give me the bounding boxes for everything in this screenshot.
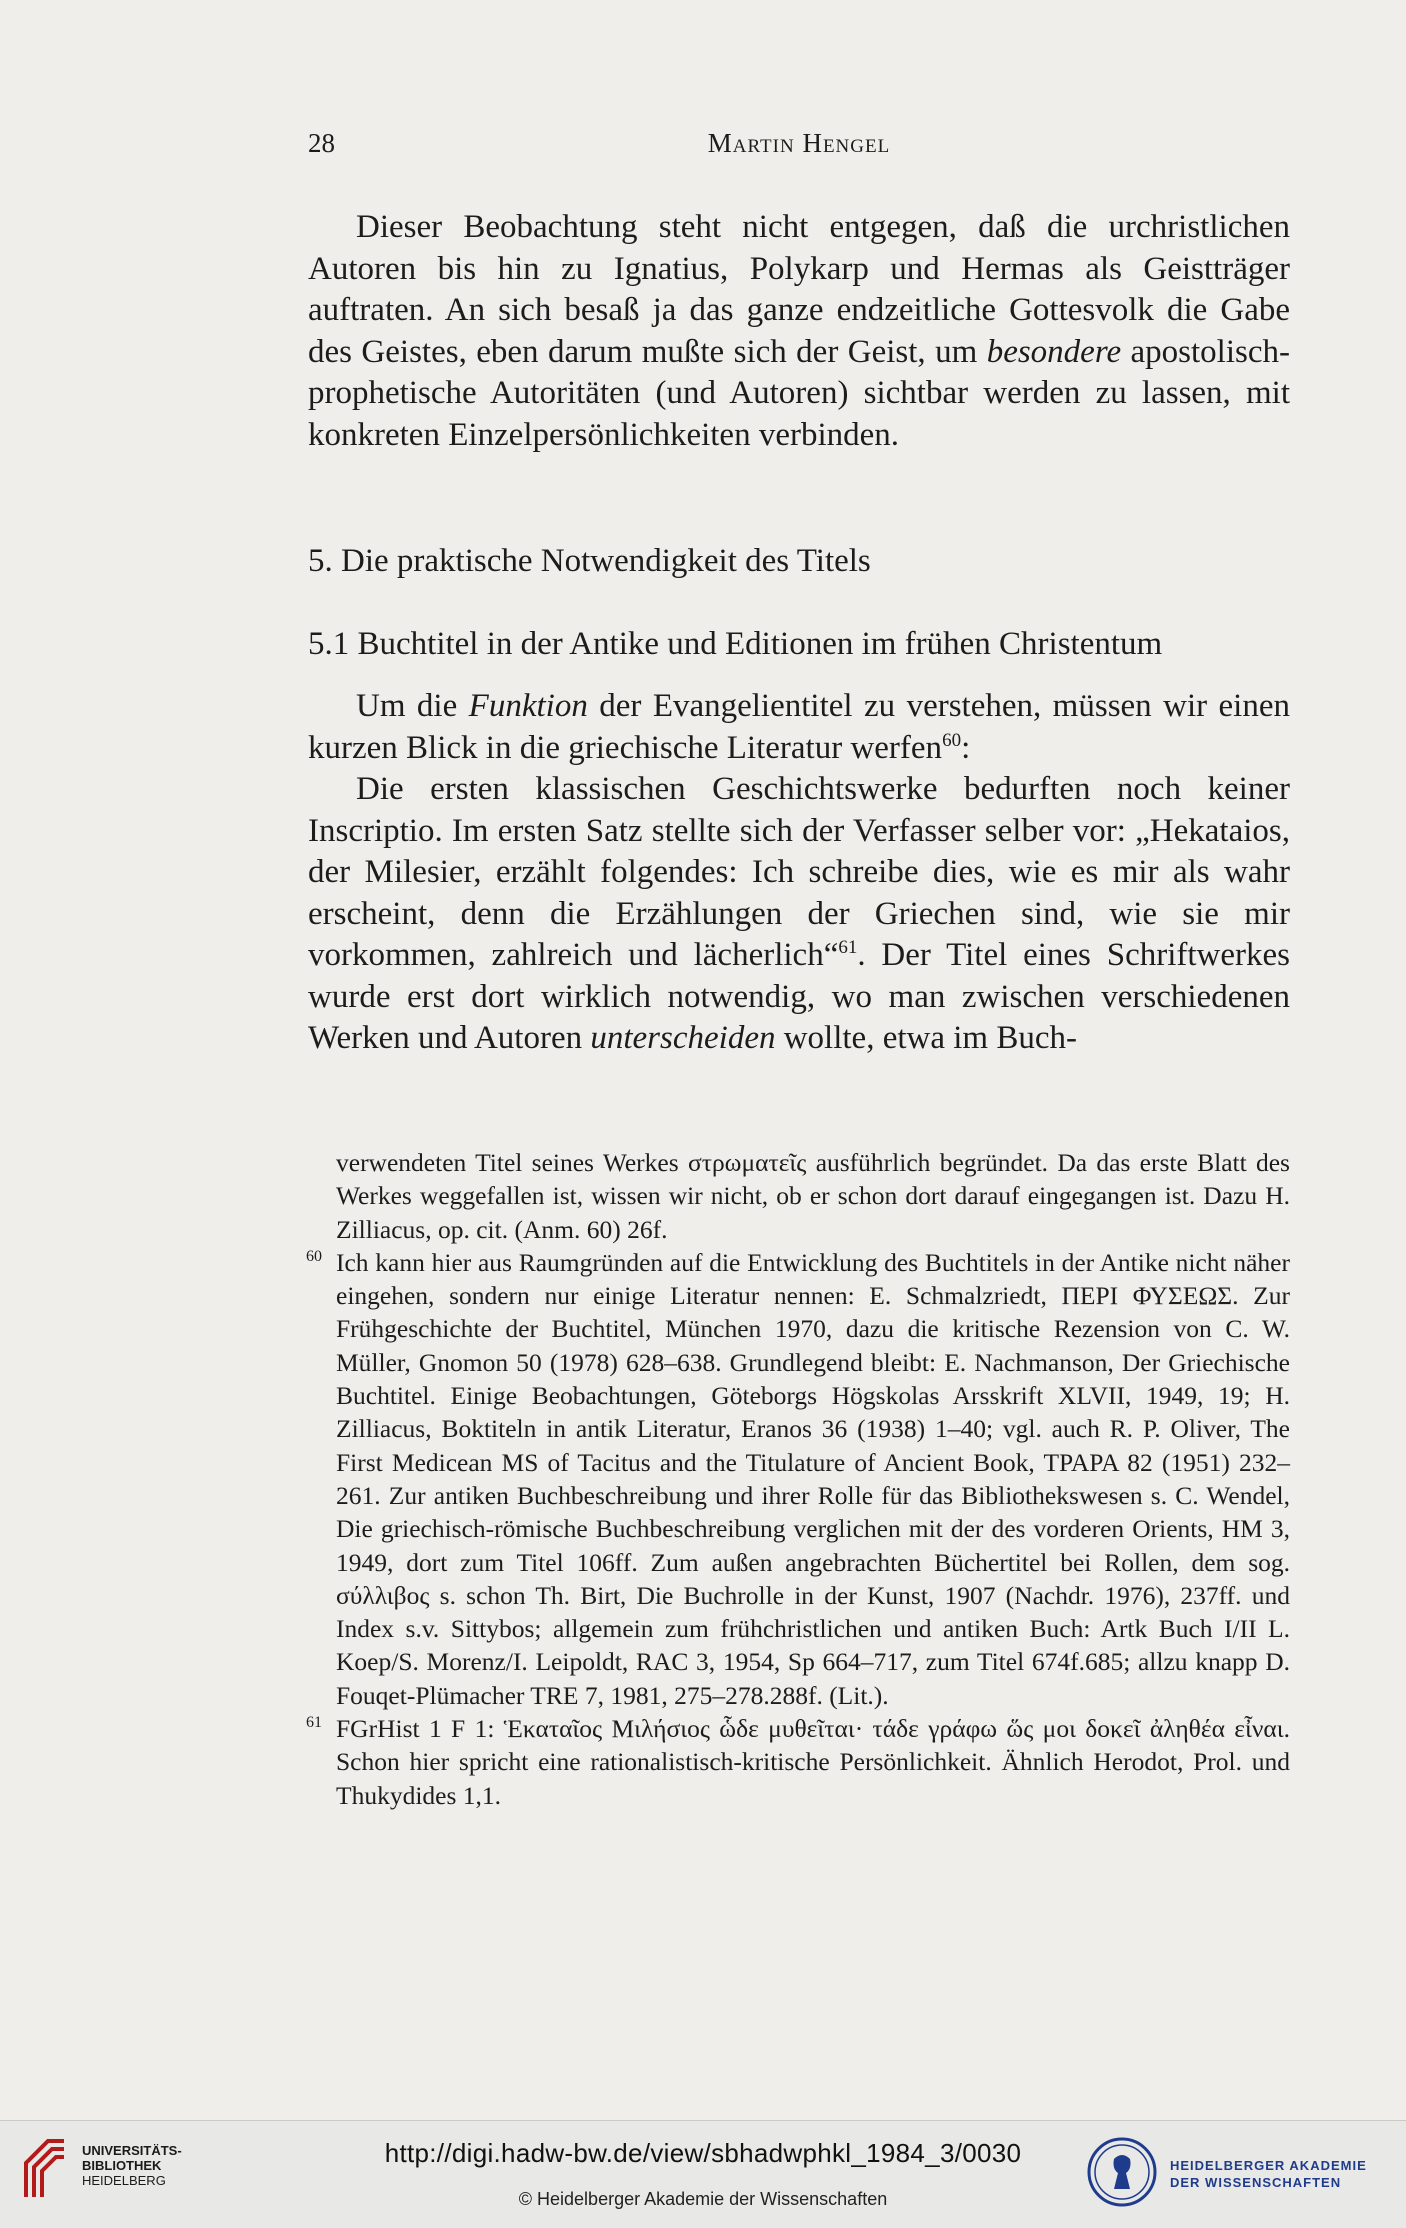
emphasis-funktion: Funktion bbox=[468, 688, 588, 724]
university-library-name: UNIVERSITÄTS- BIBLIOTHEK HEIDELBERG bbox=[82, 2143, 182, 2188]
paragraph-3: Die ersten klassischen Geschichtswerke bedurften noch keiner Inscriptio. Im ersten Satz stellte sich der Verfasser selber vor: „Hekataios, der Milesier, erzählt folgendes: Ich schreibe dies, wie es mir als wahr erscheint, denn die Erzählungen der Griechen sind, wie sie mir vorkommen, zahlreich und lächerlich“$^{61}$. Der Titel eines Schriftwerkes wurde erst dort wirklich notwendig, wo man zwischen verschiedenen Werken und Autoren unterscheiden wollte, etwa im Buch- bbox=[308, 771, 1290, 1056]
subsection-block bbox=[308, 624, 1290, 666]
permalink-url[interactable]: http://digi.hadw-bw.de/view/sbhadwphkl_1984_3/0030 bbox=[384, 2138, 1022, 2168]
emphasis-unterscheiden: unterscheiden bbox=[590, 1020, 776, 1056]
running-header bbox=[308, 128, 1290, 168]
footnote-61: 61 FGrHist 1 F 1: Ἑκαταῖος Μιλήσιος ὧδε μυθεῖται· τάδε γράφω ὥς μοι δοκεῖ ἀληθέα εἶναι. Schon hier spricht eine rationalistisch-kritische Persönlichkeit. Ähnlich Herodot, Prol. und Thukydides 1,1. bbox=[308, 1712, 1290, 1812]
subsection-heading: 5.1 Buchtitel in der Antike und Editionen im frühen Christentum bbox=[308, 626, 1163, 662]
footnotes bbox=[308, 1146, 1290, 1812]
section-heading: 5. Die praktische Notwendigkeit des Titels bbox=[308, 543, 871, 579]
copyright-notice: © Heidelberger Akademie der Wissenschaften bbox=[518, 2189, 888, 2209]
emphasis-besondere: besondere bbox=[986, 333, 1122, 370]
running-head-author: Martin Hengel bbox=[707, 128, 891, 158]
footnote-number: 61 bbox=[306, 1714, 322, 1732]
main-text-2 bbox=[308, 686, 1290, 1060]
section-heading-block bbox=[308, 541, 1290, 583]
page-number: 28 bbox=[308, 128, 335, 158]
main-text bbox=[308, 207, 1290, 456]
paragraph-2: Um die Funktion der Evangelientitel zu verstehen, müssen wir einen kurzen Blick in die griechische Literatur werfen$^{60}$: bbox=[308, 688, 1290, 766]
academy-seal-icon[interactable] bbox=[1086, 2133, 1158, 2211]
footnote-60: 60 Ich kann hier aus Raumgründen auf die Entwicklung des Buchtitels in der Antike nicht näher eingehen, sondern nur einige Literatur nennen: E. Schmalzriedt, ΠΕΡΙ ΦΥΣΕΩΣ. Zur Frühgeschichte der Buchtitel, München 1970, dazu die kritische Rezension von C. W. Müller, Gnomon 50 (1978) 628–638. Grundlegend bleibt: E. Nachmanson, Der Griechische Buchtitel. Einige Beobachtungen, Göteborgs Högskolas Arsskrift XLVII, 1949, 19; H. Zilliacus, Boktiteln in antik Literatur, Eranos 36 (1938) 1–40; vgl. auch R. P. Oliver, The First Medicean MS of Tacitus and the Titulature of Ancient Book, TPAPA 82 (1951) 232–261. Zur antiken Buchbeschreibung und ihrer Rolle für das Bibliothekswesen s. C. Wendel, Die griechisch-römische Buchbeschreibung verglichen mit der des vorderen Orients, HM 3, 1949, dort zum Titel 106ff. Zum außen angebrachten Büchertitel bei Rollen, dem sog. σύλλιβος s. schon Th. Birt, Die Buchrolle in der Kunst, 1907 (Nachdr. 1976), 237ff. und Index s.v. Sittybos; allgemein zum frühchristlichen und antiken Buch: Artk Buch I/II L. Koep/S. Morenz/I. Leipoldt, RAC 3, 1954, Sp 664–717, zum Titel 674f.685; allzu knapp D. Fouqet-Plümacher TRE 7, 1981, 275–278.288f. (Lit.). bbox=[308, 1246, 1290, 1712]
paragraph-1: Dieser Beobachtung steht nicht entgegen, daß die urchristlichen Autoren bis hin zu Ignatius, Polykarp und Hermas als Geistträger auftraten. An sich besaß ja das ganze endzeitliche Gottesvolk die Gabe des Geistes, eben darum mußte sich der Geist, um besondere apostolisch-prophetische Autoritäten (und Autoren) sichtbar werden zu lassen, mit konkreten Einzelpersönlichkeiten verbinden. bbox=[308, 209, 1290, 453]
digitization-footer bbox=[0, 2120, 1406, 2228]
footnote-continuation: verwendeten Titel seines Werkes στρωματεῖς ausführlich begründet. Da das erste Blatt des Werkes weggefallen ist, wissen wir nicht, ob er schon dort darauf eingegangen ist. Dazu H. Zilliacus, op. cit. (Anm. 60) 26f. bbox=[336, 1148, 1290, 1244]
footnote-ref-60[interactable]: 60 bbox=[942, 729, 962, 751]
footnote-number: 60 bbox=[306, 1247, 322, 1265]
footnote-ref-61[interactable]: 61 bbox=[838, 937, 858, 958]
academy-name: HEIDELBERGER AKADEMIE DER WISSENSCHAFTEN bbox=[1170, 2158, 1367, 2190]
